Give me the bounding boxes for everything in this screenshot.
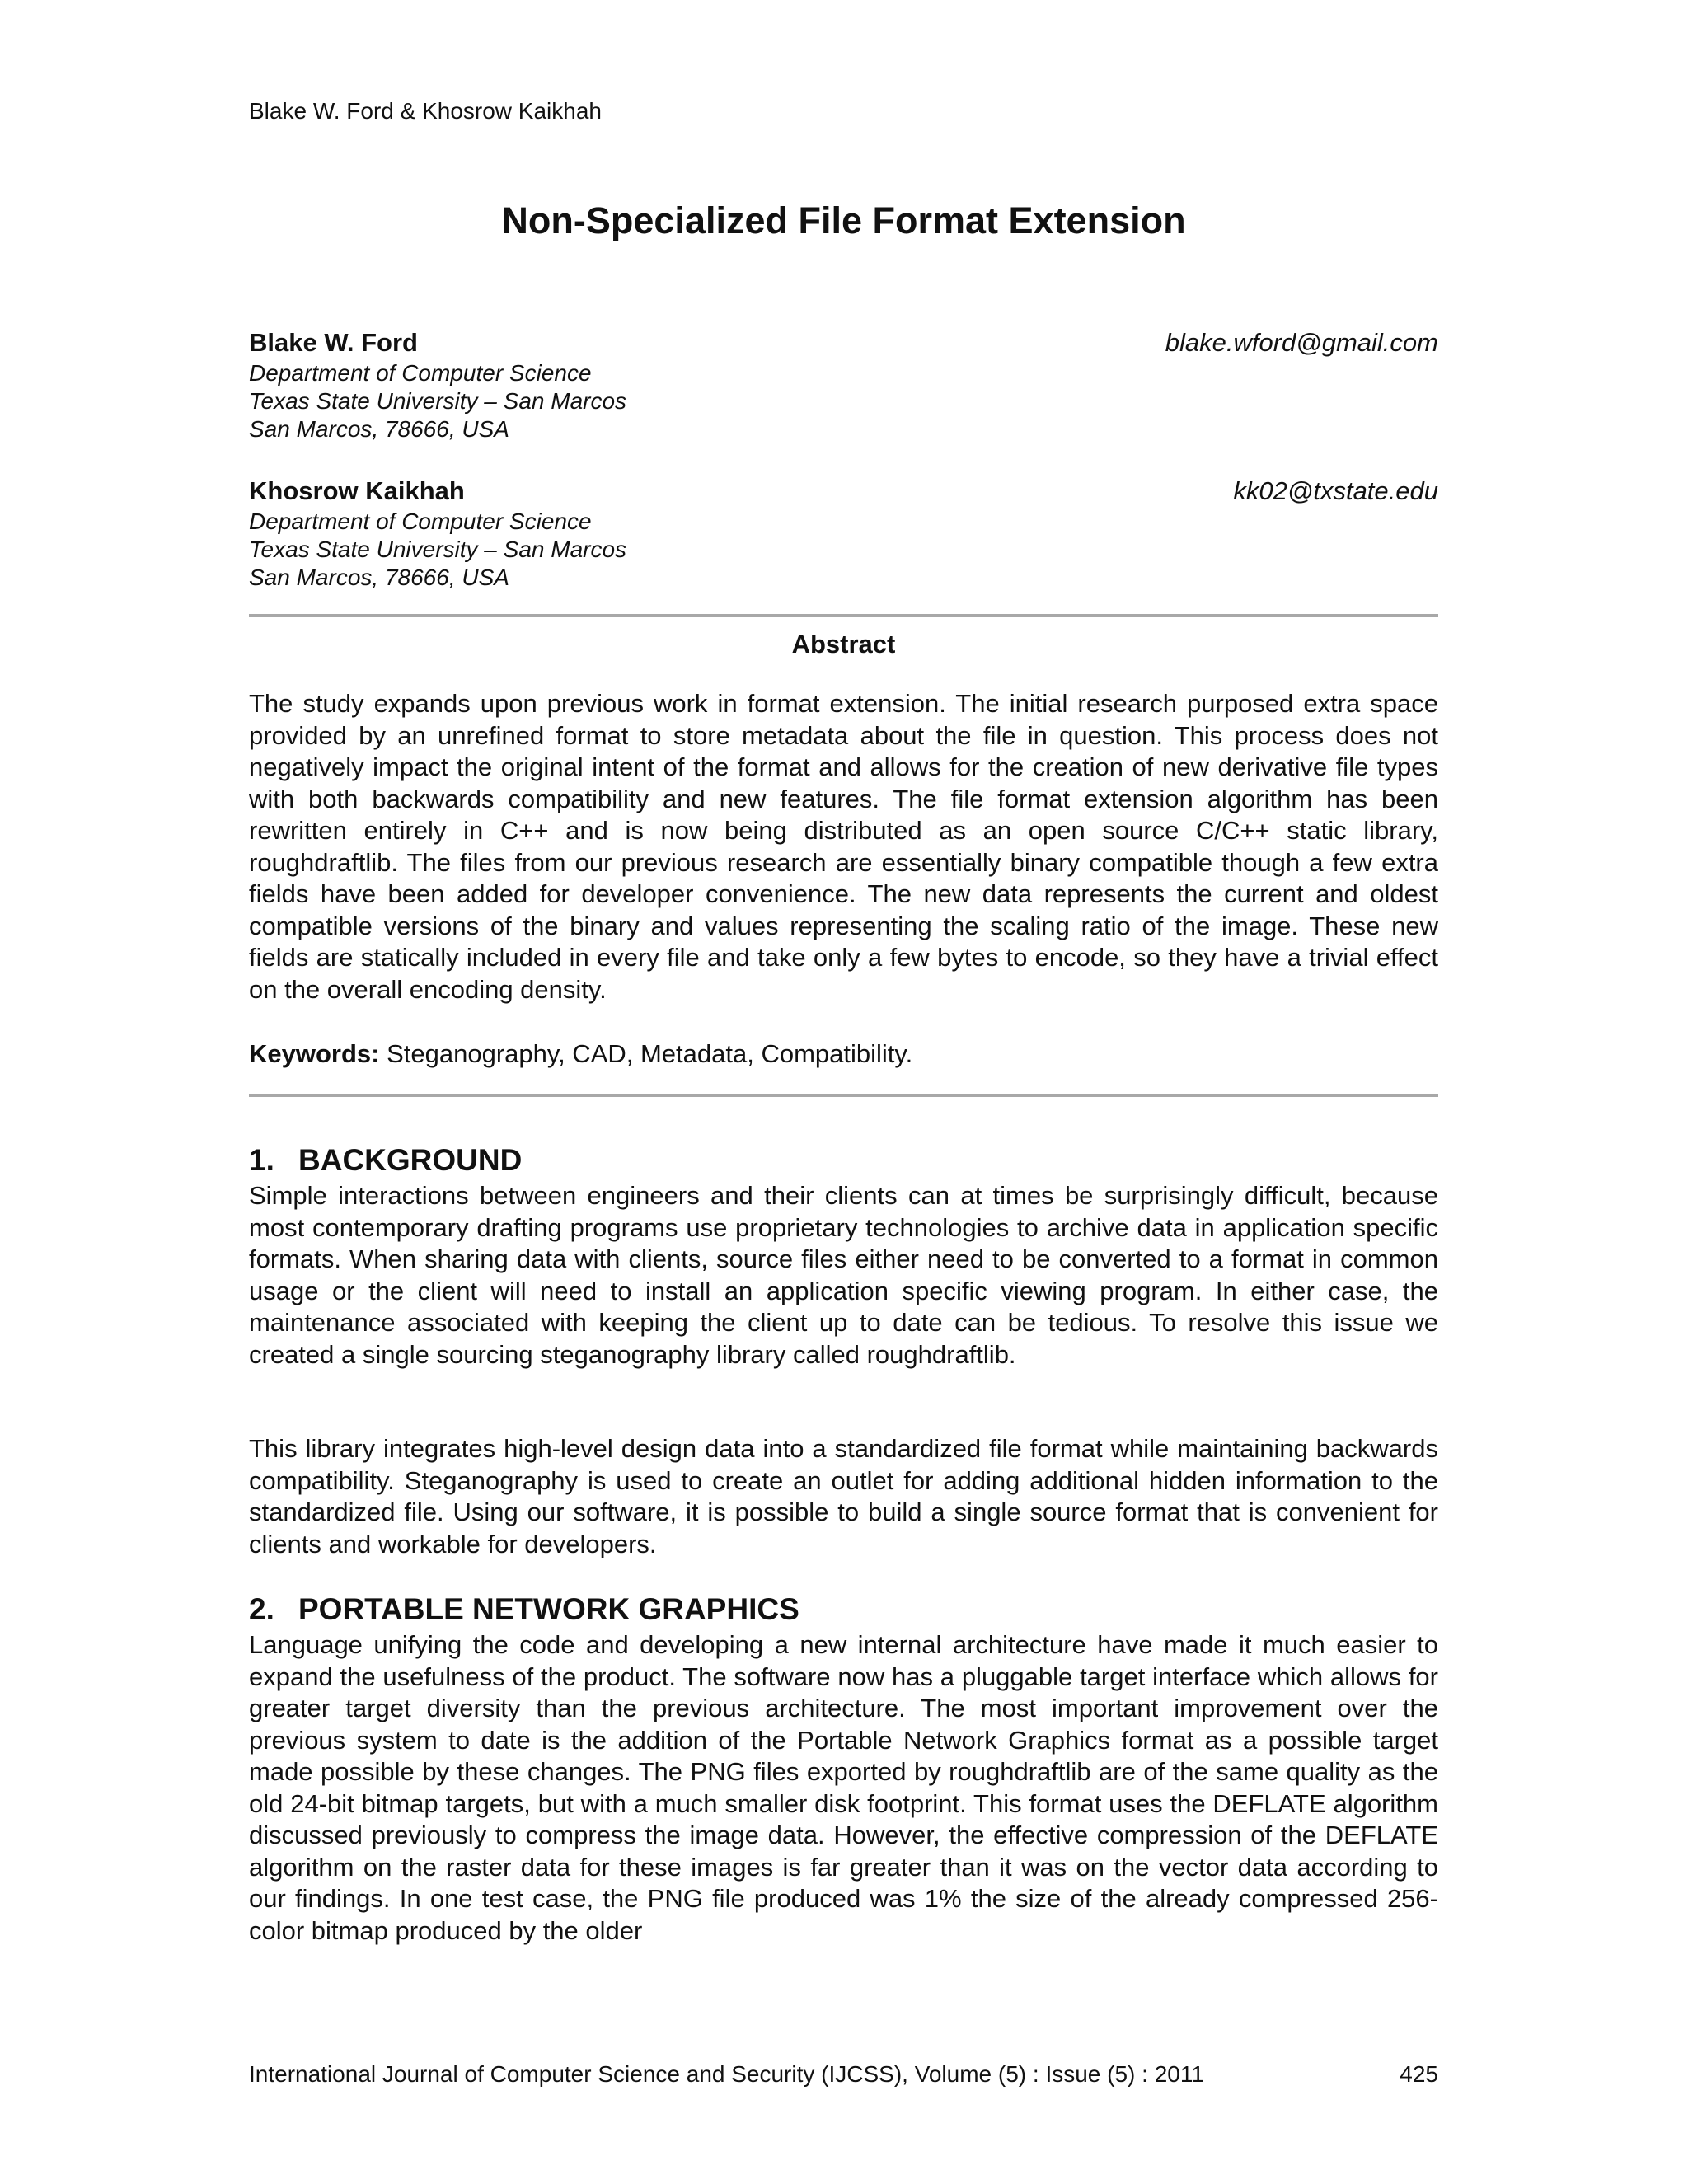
- author-university: Texas State University – San Marcos: [249, 388, 627, 414]
- author-address: San Marcos, 78666, USA: [249, 416, 509, 442]
- author-name: Blake W. Ford: [249, 328, 418, 357]
- divider-rule-top: [249, 614, 1438, 617]
- section-heading-background: [249, 1141, 1438, 1179]
- author-department: Department of Computer Science: [249, 509, 592, 534]
- section-heading-png: [249, 1591, 1438, 1629]
- running-header: Blake W. Ford & Khosrow Kaikhah: [249, 98, 602, 124]
- page-number: 425: [1400, 2061, 1438, 2087]
- journal-citation: International Journal of Computer Science and Security (IJCSS), Volume (5) : Issue (5) : 2011: [249, 2061, 1204, 2087]
- abstract-text: The study expands upon previous work in format extension. The initial research purposed extra space provided by an unrefined format to store metadata about the file in question. This process does not negatively impact the original intent of the format and allows for the creation of new derivative file types with both backwards compatibility and new features. The file format extension algorithm has been rewritten entirely in C++ and is now being distributed as an open source C/C++ static library, roughdraftlib. The files from our previous research are essentially binary compatible though a few extra fields have been added for developer convenience. The new data represents the current and oldest compatible versions of the binary and values representing the scaling ratio of the image. These new fields are statically included in every file and take only a few bytes to encode, so they have a trivial effect on the overall encoding density.: [249, 689, 1438, 1004]
- author-address: San Marcos, 78666, USA: [249, 565, 509, 590]
- keywords-label: Keywords:: [249, 1039, 380, 1068]
- section-paragraph: Language unifying the code and developing a new internal architecture have made it much easier to expand the usefulness of the product. The software now has a pluggable target interface which allows for greater target diversity than the previous architecture. The most important improvement over the previous system to date is the addition of the Portable Network Graphics format as a possible target made possible by these changes. The PNG files exported by roughdraftlib are of the same quality as the old 24-bit bitmap targets, but with a much smaller disk footprint. This format uses the DEFLATE algorithm discussed previously to compress the image data. However, the effective compression of the DEFLATE algorithm on the raster data for these images is far greater than it was on the vector data according to our findings. In one test case, the PNG file produced was 1% the size of the already compressed 256-color bitmap produced by the older: [249, 1630, 1438, 1945]
- keywords-text: Steganography, CAD, Metadata, Compatibility.: [379, 1039, 913, 1068]
- section-paragraph: This library integrates high-level design data into a standardized file format while maintaining backwards compatibility. Steganography is used to create an outlet for adding additional hidden information to the standardized file. Using our software, it is possible to build a single source format that is convenient for clients and workable for developers.: [249, 1434, 1438, 1558]
- keywords-line: [249, 1038, 1438, 1070]
- author-block-1: [249, 326, 1438, 443]
- author-email: blake.wford@gmail.com: [1165, 328, 1438, 357]
- section-title: PORTABLE NETWORK GRAPHICS: [298, 1592, 799, 1626]
- author-block-2: [249, 475, 1438, 592]
- author-email: kk02@txstate.edu: [1233, 476, 1438, 505]
- author-name: Khosrow Kaikhah: [249, 476, 465, 505]
- paper-title: Non-Specialized File Format Extension: [501, 199, 1186, 241]
- page-footer: [249, 2060, 1438, 2088]
- section-title: BACKGROUND: [298, 1143, 523, 1177]
- author-university: Texas State University – San Marcos: [249, 537, 627, 562]
- section-number: 1.: [249, 1143, 274, 1177]
- section-paragraph: Simple interactions between engineers and their clients can at times be surprisingly difficult, because most contemporary drafting programs use proprietary technologies to archive data in application specific formats. When sharing data with clients, source files either need to be converted to a format in common usage or the client will need to install an application specific viewing program. In either case, the maintenance associated with keeping the client up to date can be tedious. To resolve this issue we created a single sourcing steganography library called roughdraftlib.: [249, 1181, 1438, 1369]
- section-number: 2.: [249, 1592, 274, 1626]
- abstract-heading: Abstract: [791, 630, 896, 658]
- divider-rule-bottom: [249, 1094, 1438, 1097]
- author-department: Department of Computer Science: [249, 360, 592, 386]
